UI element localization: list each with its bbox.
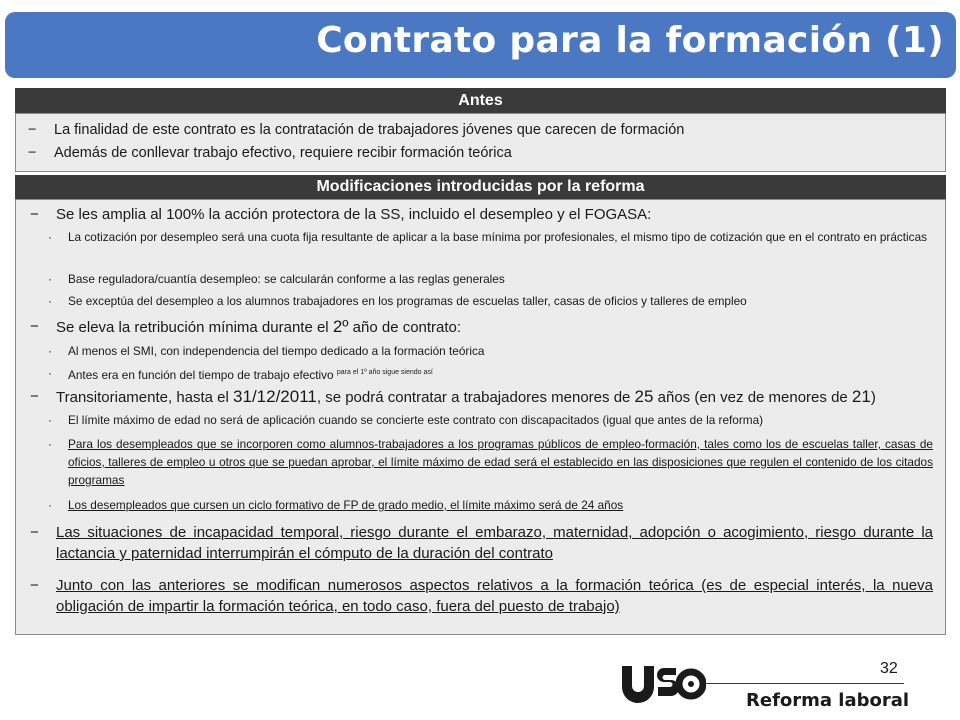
title-banner [5,12,956,78]
uso-logo [620,664,706,704]
mod-point-3-sub-1: · El límite máximo de edad no será de aplicación cuando se concierte este contrato con discapacitados (igual que antes de la reforma) [48,413,764,427]
mod-point-4: − Las situaciones de incapacidad temporal, riesgo durante el embarazo, maternidad, adopción o acogimiento, riesgo durante la lactancia y paternidad interrumpirán el cómputo de la duración del contrato [30,524,933,562]
antes-box [15,113,946,172]
slide-title: Contrato para la formación (1) [316,20,944,61]
mod-point-2-sub-1: · Al menos el SMI, con independencia del tiempo dedicado a la formación teórica [48,344,485,358]
footer-label: Reforma laboral [746,690,910,711]
mod-point-2-sub-2: · Antes era en función del tiempo de trabajo efectivo $^{para el 1º año sigue siendo así}$ [48,366,433,382]
page-number: 32 [880,660,898,677]
mod-point-2: − Se eleva la retribución mínima durante el 2º año de contrato: [30,317,462,336]
modificaciones-header: Modificaciones introducidas por la reforma [15,175,946,199]
footer-divider [706,683,904,684]
antes-item-1: − La finalidad de este contrato es la contratación de trabajadores jóvenes que carecen de formación [28,122,685,138]
mod-point-5: − Junto con las anteriores se modifican numerosos aspectos relativos a la formación teórica (es de especial interés, la nueva obligación de impartir la formación teórica, en todo caso, fuera del puesto de trabajo) [30,577,933,615]
mod-point-3-sub-3: · Los desempleados que cursen un ciclo formativo de FP de grado medio, el límite máximo será de 24 años [48,498,624,512]
antes-item-2: − Además de conllevar trabajo efectivo, requiere recibir formación teórica [28,145,512,161]
modificaciones-box [15,199,946,635]
mod-point-1: − Se les amplia al 100% la acción protectora de la SS, incluido el desempleo y el FOGASA: [30,206,652,223]
antes-header: Antes [15,88,946,113]
mod-point-1-sub-3: · Se exceptúa del desempleo a los alumnos trabajadores en los programas de escuelas taller, casas de oficios y talleres de empleo [48,294,747,308]
mod-point-3-sub-2: · Para los desempleados que se incorporen como alumnos-trabajadores a los programas públicos de empleo-formación, tales como los de escuelas taller, casas de oficios, talleres de empleo u otros que se puedan aprobar, el límite máximo de edad será el establecido en las disposiciones que regulen el contenido de los citados programas [48,437,933,487]
mod-point-1-sub-2: · Base reguladora/cuantía desempleo: se calcularán conforme a las reglas generales [48,272,505,286]
mod-point-1-sub-1: · La cotización por desempleo será una cuota fija resultante de aplicar a la base mínima por profesionales, el mismo tipo de cotización que en el contrato en prácticas [48,230,928,244]
mod-point-3: − Transitoriamente, hasta el 31/12/2011, se podrá contratar a trabajadores menores de 25 años (en vez de menores de 21) [30,387,876,406]
